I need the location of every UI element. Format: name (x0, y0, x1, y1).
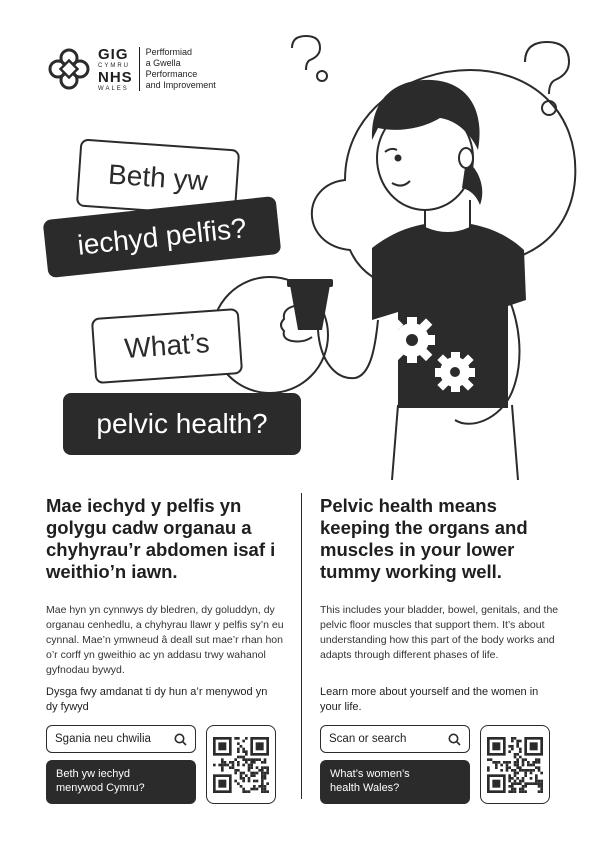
welsh-search-box[interactable] (46, 725, 196, 753)
qr-code-icon (487, 737, 543, 793)
welsh-column (46, 495, 286, 805)
gear-icon (435, 352, 475, 392)
english-search-label: Scan or search (329, 733, 407, 745)
welsh-link-line-2: menywod Cymru? (56, 782, 145, 794)
logo-line-2: a Gwella (145, 58, 181, 68)
logo-wales: WALES (98, 85, 129, 92)
qr-code-icon (213, 737, 269, 793)
label-beth-yw: Beth yw (76, 139, 240, 218)
english-body: This includes your bladder, bowel, genitals, and the pelvic floor muscles that support them. It’s about understanding how this part of the body works and adapts through different phases of life. (320, 604, 559, 661)
label-iechyd-pelfis: iechyd pelfis? (43, 196, 282, 278)
welsh-link-line-1: Beth yw iechyd (56, 768, 130, 780)
logo-divider (139, 47, 140, 91)
logo-department (146, 47, 216, 91)
logo-cymru: CYMRU (98, 62, 130, 69)
english-search-box[interactable] (320, 725, 470, 753)
search-icon (174, 733, 187, 746)
welsh-qr-code[interactable] (206, 725, 276, 804)
logo-line-3: Performance (145, 69, 198, 79)
gear-icon (389, 317, 435, 363)
english-link-line-1: What’s women’s (330, 768, 410, 780)
welsh-link-button[interactable] (46, 760, 196, 804)
english-cta: Learn more about yourself and the women in your life. (320, 686, 539, 713)
question-mark-icon (292, 36, 327, 81)
logo-wordmark (98, 47, 133, 92)
welsh-search-label: Sgania neu chwilia (55, 733, 151, 745)
question-mark-icon (525, 42, 569, 115)
english-heading: Pelvic health means keeping the organs and muscles in your lower tummy working well. (320, 495, 528, 582)
logo-line-4: and Improvement (145, 80, 216, 90)
logo-line-1: Perfformiad (145, 47, 193, 57)
person-figure (281, 80, 526, 480)
logo-nhs: NHS (98, 68, 133, 86)
welsh-body: Mae hyn yn cynnwys dy bledren, dy goluddyn, dy organau cenhedlu, a chyhyrau llawr y pelfis sy’n eu cynnal. Mae’n ymwneud â deall sut mae’r rhan hon o’r corff yn gweithio ac yn addasu trwy wahanol gyfnodau bywyd. (46, 604, 284, 676)
english-column (320, 495, 560, 805)
nhs-wales-knot-icon (46, 46, 92, 92)
logo-gig: GIG (98, 45, 129, 63)
welsh-cta: Dysga fwy amdanat ti dy hun a’r menywod yn dy fywyd (46, 686, 268, 713)
welsh-heading: Mae iechyd y pelfis yn golygu cadw organau a chyhyrau’r abdomen isaf i weithio’n iawn. (46, 495, 276, 582)
label-whats: What’s (91, 308, 243, 384)
column-divider (301, 493, 302, 799)
search-icon (448, 733, 461, 746)
english-qr-code[interactable] (480, 725, 550, 804)
english-link-line-2: health Wales? (330, 782, 400, 794)
nhs-wales-logo (46, 46, 216, 92)
label-pelvic-health: pelvic health? (63, 393, 301, 455)
english-link-button[interactable] (320, 760, 470, 804)
